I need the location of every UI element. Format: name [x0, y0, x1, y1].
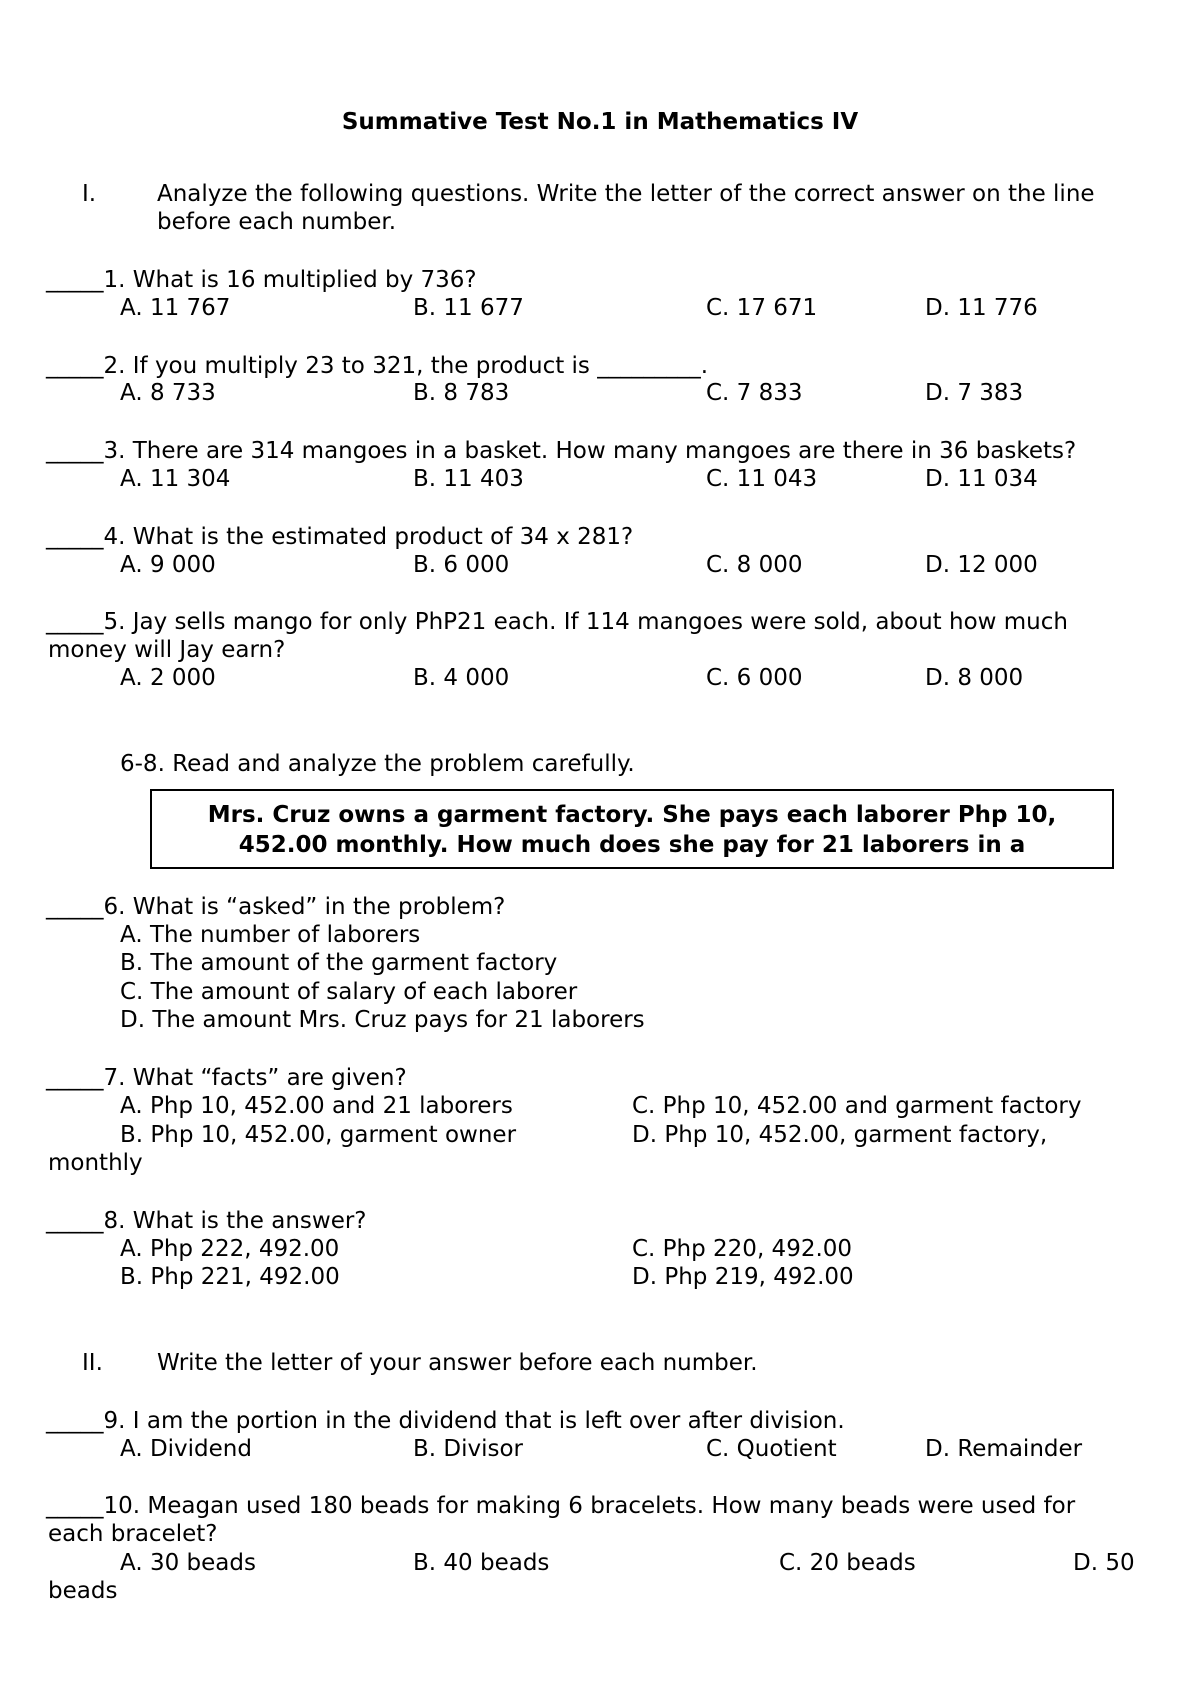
- answer-blank[interactable]: _____: [46, 894, 104, 920]
- answer-blank[interactable]: _____: [46, 267, 104, 293]
- choice-a: A. 8 733: [120, 380, 216, 406]
- question-6: [46, 893, 505, 921]
- choice-d: D. Php 10, 452.00, garment factory,: [632, 1122, 1048, 1148]
- problem-text-line1: Mrs. Cruz owns a garment factory. She pays each laborer Php 10,: [207, 802, 1057, 828]
- choice-a: A. 11 304: [120, 466, 231, 492]
- choice-c: C. 7 833: [706, 380, 803, 406]
- choice-d: D. The amount Mrs. Cruz pays for 21 laborers: [120, 1007, 645, 1033]
- question-stem: 5. Jay sells mango for only PhP21 each. If 114 mangoes were sold, about how much: [103, 609, 1068, 635]
- question-7: [46, 1064, 407, 1092]
- question-10: [46, 1492, 1075, 1520]
- choice-a: A. Dividend: [120, 1436, 252, 1462]
- choice-d: D. 11 034: [925, 466, 1038, 492]
- question-stem: 7. What “facts” are given?: [103, 1065, 407, 1091]
- question-stem: 3. There are 314 mangoes in a basket. How many mangoes are there in 36 baskets?: [103, 438, 1077, 464]
- section-numeral: II.: [82, 1350, 103, 1376]
- section-instruction: Analyze the following questions. Write the letter of the correct answer on the line: [157, 181, 1095, 207]
- section-numeral: I.: [82, 181, 97, 207]
- choice-b: B. 40 beads: [413, 1550, 550, 1576]
- choice-d-cont: monthly: [48, 1150, 143, 1176]
- choice-a: A. 2 000: [120, 665, 216, 691]
- answer-blank[interactable]: _____: [46, 1408, 104, 1434]
- question-stem-cont: each bracelet?: [48, 1521, 218, 1547]
- choice-d-cont: beads: [48, 1578, 118, 1604]
- question-stem: 4. What is the estimated product of 34 x 281?: [103, 524, 634, 550]
- choice-b: B. 11 403: [413, 466, 524, 492]
- answer-blank[interactable]: _____: [46, 609, 104, 635]
- choice-d: D. Php 219, 492.00: [632, 1264, 854, 1290]
- answer-blank[interactable]: _____: [46, 1065, 104, 1091]
- choice-b: B. 11 677: [413, 295, 524, 321]
- choice-a: A. 9 000: [120, 552, 216, 578]
- question-4: [46, 523, 633, 551]
- answer-blank[interactable]: _____: [46, 1493, 104, 1519]
- choice-c: C. 20 beads: [779, 1550, 916, 1576]
- choice-a: A. 11 767: [120, 295, 231, 321]
- problem-text-line2: 452.00 monthly. How much does she pay for 21 laborers in a: [238, 832, 1026, 858]
- choice-a: A. 30 beads: [120, 1550, 256, 1576]
- choice-d: D. 50: [1073, 1550, 1135, 1576]
- choice-b: B. Php 10, 452.00, garment owner: [120, 1122, 517, 1148]
- question-stem: 2. If you multiply 23 to 321, the product is _________.: [103, 353, 709, 379]
- choice-a: A. Php 222, 492.00: [120, 1236, 340, 1262]
- choice-a: A. Php 10, 452.00 and 21 laborers: [120, 1093, 513, 1119]
- choice-c: C. 11 043: [706, 466, 818, 492]
- question-stem: 1. What is 16 multiplied by 736?: [103, 267, 477, 293]
- choice-d: D. 11 776: [925, 295, 1038, 321]
- choice-d: D. 12 000: [925, 552, 1038, 578]
- answer-blank[interactable]: _____: [46, 438, 104, 464]
- question-stem: 6. What is “asked” in the problem?: [103, 894, 506, 920]
- choice-c: C. 6 000: [706, 665, 803, 691]
- question-3: [46, 437, 1076, 465]
- question-stem: 8. What is the answer?: [103, 1208, 367, 1234]
- question-2: [46, 352, 708, 380]
- question-9: [46, 1407, 845, 1435]
- choice-b: B. 8 783: [413, 380, 510, 406]
- answer-blank[interactable]: _____: [46, 353, 104, 379]
- question-1: [46, 266, 477, 294]
- question-stem-cont: money will Jay earn?: [48, 637, 286, 663]
- choice-b: B. The amount of the garment factory: [120, 950, 558, 976]
- section-instruction-cont: before each number.: [157, 209, 397, 235]
- choice-a: A. The number of laborers: [120, 922, 421, 948]
- choice-d: D. Remainder: [925, 1436, 1083, 1462]
- problem-box: [150, 789, 1114, 869]
- question-stem: 10. Meagan used 180 beads for making 6 bracelets. How many beads were used for: [103, 1493, 1076, 1519]
- choice-b: B. Divisor: [413, 1436, 524, 1462]
- section-instruction: Write the letter of your answer before each number.: [157, 1350, 758, 1376]
- question-5: [46, 608, 1068, 636]
- problem-intro: 6-8. Read and analyze the problem carefully.: [120, 751, 635, 777]
- choice-b: B. 6 000: [413, 552, 510, 578]
- choice-c: C. 8 000: [706, 552, 803, 578]
- question-8: [46, 1207, 367, 1235]
- answer-blank[interactable]: _____: [46, 1208, 104, 1234]
- page-title: Summative Test No.1 in Mathematics IV: [341, 109, 859, 135]
- choice-b: B. Php 221, 492.00: [120, 1264, 340, 1290]
- question-stem: 9. I am the portion in the dividend that is left over after division.: [103, 1408, 845, 1434]
- choice-d: D. 8 000: [925, 665, 1024, 691]
- choice-d: D. 7 383: [925, 380, 1024, 406]
- choice-c: C. Quotient: [706, 1436, 837, 1462]
- answer-blank[interactable]: _____: [46, 524, 104, 550]
- choice-c: C. The amount of salary of each laborer: [120, 979, 578, 1005]
- choice-c: C. Php 10, 452.00 and garment factory: [632, 1093, 1082, 1119]
- choice-c: C. 17 671: [706, 295, 818, 321]
- choice-c: C. Php 220, 492.00: [632, 1236, 853, 1262]
- choice-b: B. 4 000: [413, 665, 510, 691]
